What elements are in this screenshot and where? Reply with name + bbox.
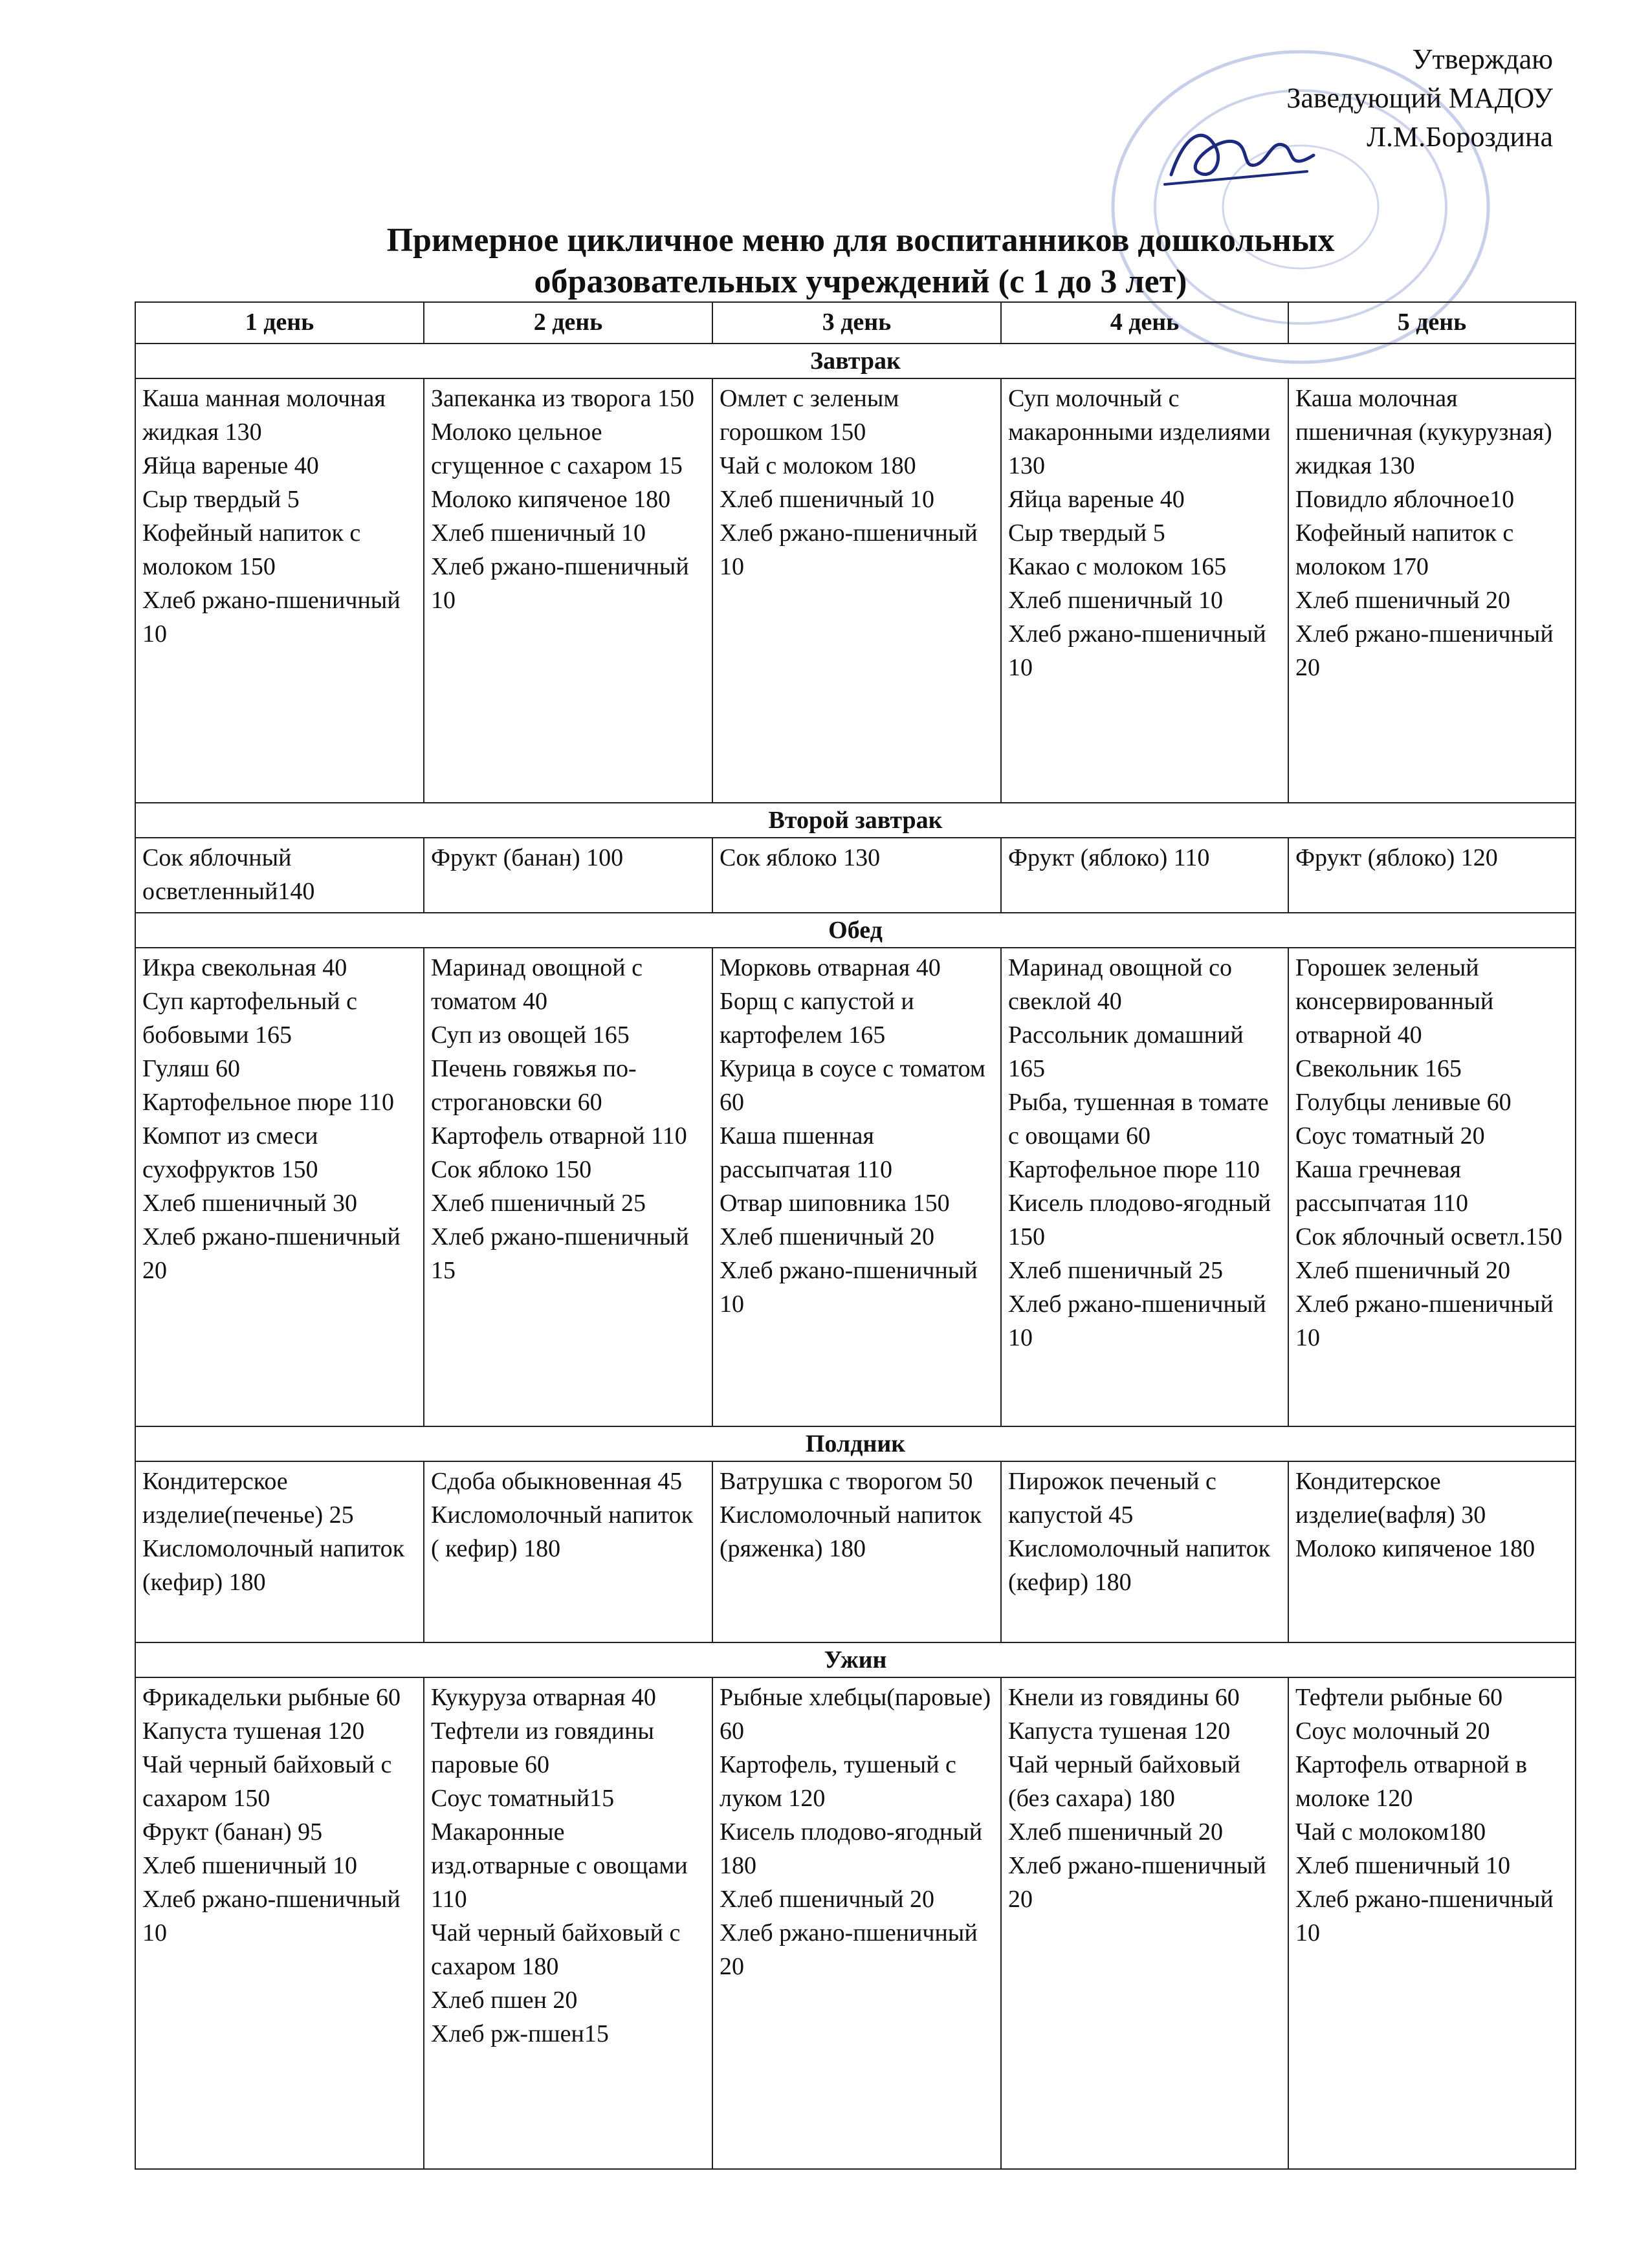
dish-item: Кисломолочный напиток (ряженка) 180 [720,1501,982,1562]
dish-item: Тефтели из говядины паровые 60 [431,1717,654,1778]
dish-item: Соус молочный 20 [1295,1717,1490,1745]
dish-item: Компот из смеси сухофруктов 150 [142,1122,318,1183]
dish-item: Сыр твердый 5 [1008,519,1165,547]
dish-item: Маринад овощной с томатом 40 [431,954,643,1015]
meal-dishes-row [135,378,1576,803]
menu-cell [424,838,712,913]
menu-cell [135,1461,424,1642]
dish-item: Морковь отварная 40 [720,954,941,981]
meal-section-row [135,803,1576,838]
dish-item: Кисломолочный напиток ( кефир) 180 [431,1501,694,1562]
dish-item: Кисель плодово-ягодный 180 [720,1818,983,1879]
dish-item: Хлеб пшеничный 10 [431,519,646,547]
dish-item: Борщ с капустой и картофелем 165 [720,988,914,1049]
dish-item: Суп картофельный с бобовыми 165 [142,988,357,1049]
dish-item: Хлеб ржано-пшеничный 10 [142,587,401,648]
dish-item: Тефтели рыбные 60 [1295,1684,1503,1711]
dish-item: Хлеб ржано-пшеничный 10 [720,1257,978,1318]
menu-cell [1288,1461,1576,1642]
meal-section-title: Ужин [135,1642,1576,1677]
dish-item: Хлеб рж-пшен15 [431,2020,609,2047]
day-header: 4 день [1001,302,1288,343]
dish-item: Кондитерское изделие(вафля) 30 [1295,1468,1486,1529]
page-title [233,220,1488,303]
dish-item: Капуста тушеная 120 [142,1717,365,1745]
menu-cell [712,1461,1001,1642]
approval-signer: Л.М.Бороздина [1367,121,1553,153]
menu-cell [135,838,424,913]
menu-cell [712,1677,1001,2169]
meal-section-row [135,1642,1576,1677]
dish-item: Каша молочная пшеничная (кукурузная) жидкая 130 [1295,385,1552,479]
dish-item: Хлеб ржано-пшеничный 20 [720,1919,978,1980]
dish-item: Картофель отварной в молоке 120 [1295,1751,1528,1812]
dish-item: Сыр твердый 5 [142,486,300,513]
dish-item: Хлеб ржано-пшеничный 10 [1295,1886,1554,1946]
dish-item: Хлеб пшеничный 25 [1008,1257,1224,1284]
dish-item: Молоко кипяченое 180 [1295,1535,1535,1562]
dish-item: Свекольник 165 [1295,1055,1462,1082]
meal-dishes-row [135,838,1576,913]
menu-table [135,301,1576,2170]
dish-item: Хлеб пшеничный 10 [1295,1852,1511,1879]
dish-item: Хлеб ржано-пшеничный 15 [431,1223,689,1284]
dish-item: Яйца вареные 40 [142,452,319,479]
menu-cell [1288,1677,1576,2169]
menu-cell [135,1677,424,2169]
meal-section-title: Второй завтрак [135,803,1576,838]
dish-item: Сок яблочный осветл.150 [1295,1223,1563,1250]
menu-body [135,343,1576,2169]
meal-section-title: Завтрак [135,343,1576,378]
dish-item: Рассольник домашний 165 [1008,1021,1244,1082]
dish-item: Хлеб пшеничный 10 [720,486,935,513]
dish-item: Молоко цельное сгущенное с сахаром 15 [431,419,683,479]
meal-section-title: Обед [135,913,1576,948]
dish-item: Хлеб пшен 20 [431,1987,578,2014]
day-header: 2 день [424,302,712,343]
menu-cell [135,378,424,803]
dish-item: Хлеб ржано-пшеничный 10 [720,519,978,580]
menu-cell [712,838,1001,913]
menu-cell [1001,948,1288,1426]
dish-item: Чай с молоком180 [1295,1818,1486,1846]
dish-item: Кондитерское изделие(печенье) 25 [142,1468,354,1529]
meal-dishes-row [135,1461,1576,1642]
dish-item: Хлеб пшеничный 30 [142,1190,358,1217]
dish-item: Хлеб ржано-пшеничный 10 [431,553,689,614]
dish-item: Хлеб пшеничный 25 [431,1190,646,1217]
day-header: 5 день [1288,302,1576,343]
menu-cell [1001,838,1288,913]
dish-item: Суп молочный с макаронными изделиями 130 [1008,385,1271,479]
dish-item: Чай черный байховый (без сахара) 180 [1008,1751,1240,1812]
menu-cell [712,948,1001,1426]
day-header-row [135,302,1576,343]
dish-item: Молоко кипяченое 180 [431,486,671,513]
dish-item: Повидло яблочное10 [1295,486,1515,513]
dish-item: Хлеб ржано-пшеничный 20 [1295,620,1554,681]
dish-item: Печень говяжья по-строгановски 60 [431,1055,637,1116]
dish-item: Каша манная молочная жидкая 130 [142,385,386,446]
dish-item: Омлет с зеленым горошком 150 [720,385,899,446]
dish-item: Кукуруза отварная 40 [431,1684,656,1711]
dish-item: Какао с молоком 165 [1008,553,1227,580]
dish-item: Хлеб ржано-пшеничный 20 [1008,1852,1266,1913]
dish-item: Сок яблоко 150 [431,1156,592,1183]
menu-cell [424,378,712,803]
dish-item: Картофельное пюре 110 [1008,1156,1260,1183]
approval-position: Заведующий МАДОУ [1286,82,1553,114]
title-line-1: Примерное цикличное меню для воспитанников дошкольных [386,222,1335,259]
dish-item: Хлеб пшеничный 20 [720,1223,935,1250]
dish-item: Рыбные хлебцы(паровые) 60 [720,1684,991,1745]
dish-item: Фрикадельки рыбные 60 [142,1684,401,1711]
dish-item: Соус томатный 20 [1295,1122,1485,1150]
dish-item: Сдоба обыкновенная 45 [431,1468,683,1495]
dish-item: Яйца вареные 40 [1008,486,1185,513]
dish-item: Икра свекольная 40 [142,954,347,981]
dish-item: Хлеб пшеничный 20 [1295,587,1511,614]
dish-item: Фрукт (банан) 95 [142,1818,323,1846]
dish-item: Горошек зеленый консервированный отварной 40 [1295,954,1494,1049]
dish-item: Кофейный напиток с молоком 170 [1295,519,1514,580]
day-header: 3 день [712,302,1001,343]
meal-dishes-row [135,948,1576,1426]
dish-item: Пирожок печеный с капустой 45 [1008,1468,1216,1529]
meal-dishes-row [135,1677,1576,2169]
dish-item: Гуляш 60 [142,1055,241,1082]
dish-item: Фрукт (яблоко) 110 [1008,844,1210,871]
dish-item: Фрукт (яблоко) 120 [1295,844,1498,871]
menu-cell [424,1677,712,2169]
menu-cell [1001,1677,1288,2169]
dish-item: Капуста тушеная 120 [1008,1717,1231,1745]
dish-item: Чай черный байховый с сахаром 180 [431,1919,681,1980]
menu-cell [1001,1461,1288,1642]
dish-item: Сок яблоко 130 [720,844,881,871]
dish-item: Суп из овощей 165 [431,1021,630,1049]
dish-item: Фрукт (банан) 100 [431,844,624,871]
dish-item: Рыба, тушенная в томате с овощами 60 [1008,1089,1269,1150]
dish-item: Хлеб ржано-пшеничный 10 [142,1886,401,1946]
dish-item: Чай черный байховый с сахаром 150 [142,1751,392,1812]
menu-cell [712,378,1001,803]
dish-item: Хлеб пшеничный 10 [142,1852,358,1879]
dish-item: Хлеб пшеничный 20 [1008,1818,1224,1846]
dish-item: Отвар шиповника 150 [720,1190,950,1217]
dish-item: Кисломолочный напиток (кефир) 180 [1008,1535,1271,1596]
dish-item: Каша гречневая рассыпчатая 110 [1295,1156,1468,1217]
menu-cell [1288,948,1576,1426]
meal-section-row [135,343,1576,378]
dish-item: Картофельное пюре 110 [142,1089,394,1116]
dish-item: Хлеб ржано-пшеничный 10 [1008,1291,1266,1351]
dish-item: Хлеб пшеничный 20 [720,1886,935,1913]
dish-item: Хлеб пшеничный 10 [1008,587,1224,614]
menu-cell [424,1461,712,1642]
approval-block [1139,40,1553,157]
dish-item: Хлеб пшеничный 20 [1295,1257,1511,1284]
dish-item: Хлеб ржано-пшеничный 10 [1295,1291,1554,1351]
menu-cell [424,948,712,1426]
meal-section-row [135,913,1576,948]
dish-item: Голубцы ленивые 60 [1295,1089,1512,1116]
dish-item: Курица в соусе с томатом 60 [720,1055,985,1116]
dish-item: Кисель плодово-ягодный 150 [1008,1190,1271,1250]
dish-item: Запеканка из творога 150 [431,385,695,412]
dish-item: Макаронные изд.отварные с овощами 110 [431,1818,688,1913]
dish-item: Сок яблочный осветленный140 [142,844,315,905]
title-line-2: образовательных учреждений (с 1 до 3 лет) [534,263,1187,300]
dish-item: Каша пшенная рассыпчатая 110 [720,1122,892,1183]
menu-cell [1288,838,1576,913]
dish-item: Соус томатный15 [431,1785,615,1812]
dish-item: Картофель отварной 110 [431,1122,687,1150]
menu-cell [135,948,424,1426]
menu-cell [1288,378,1576,803]
meal-section-title: Полдник [135,1426,1576,1461]
dish-item: Кнели из говядины 60 [1008,1684,1240,1711]
dish-item: Кофейный напиток с молоком 150 [142,519,361,580]
dish-item: Картофель, тушеный с луком 120 [720,1751,956,1812]
dish-item: Хлеб ржано-пшеничный 10 [1008,620,1266,681]
dish-item: Чай с молоком 180 [720,452,916,479]
dish-item: Хлеб ржано-пшеничный 20 [142,1223,401,1284]
dish-item: Маринад овощной со свеклой 40 [1008,954,1233,1015]
dish-item: Кисломолочный напиток (кефир) 180 [142,1535,405,1596]
approval-line: Утверждаю [1412,43,1553,75]
menu-cell [1001,378,1288,803]
day-header: 1 день [135,302,424,343]
meal-section-row [135,1426,1576,1461]
dish-item: Ватрушка с творогом 50 [720,1468,973,1495]
